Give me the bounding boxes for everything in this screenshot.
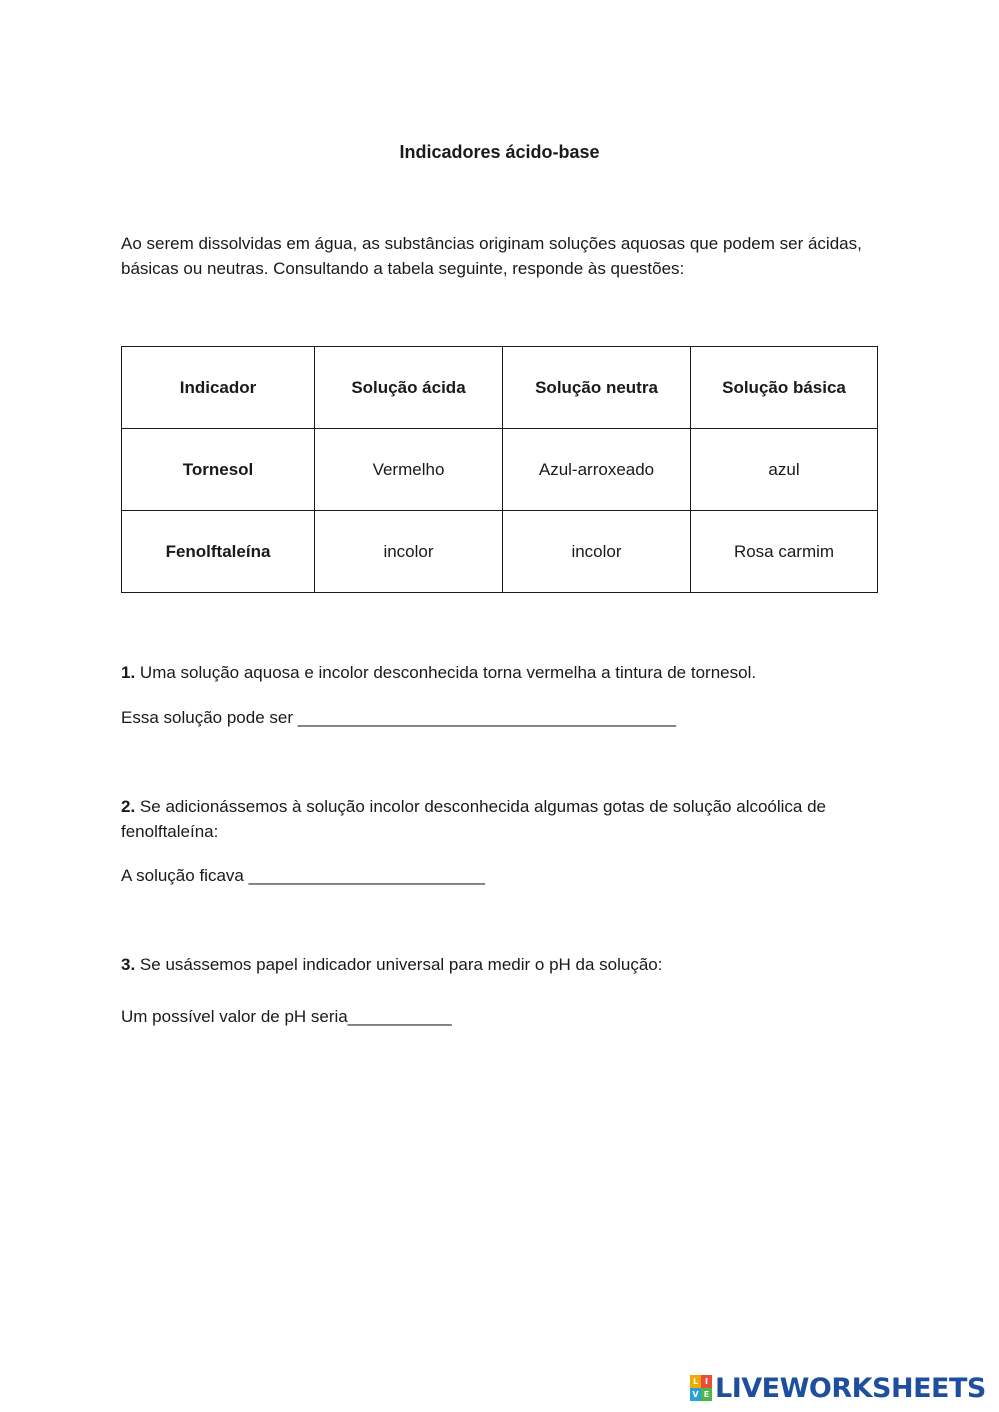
- table-row: [122, 429, 878, 511]
- table-cell: Tornesol: [122, 429, 315, 511]
- header-solucao-neutra: Solução neutra: [503, 347, 691, 429]
- liveworksheets-logo: [690, 1372, 986, 1404]
- question-text: Uma solução aquosa e incolor desconhecida torna vermelha a tintura de tornesol.: [139, 663, 757, 682]
- logo-mark-icon: [690, 1375, 712, 1401]
- logo-letter: I: [701, 1375, 712, 1388]
- table-cell: incolor: [503, 511, 691, 593]
- header-indicador: Indicador: [122, 347, 315, 429]
- table-cell: azul: [691, 429, 878, 511]
- table-row: [122, 511, 878, 593]
- question-text: Se usássemos papel indicador universal para medir o pH da solução:: [139, 955, 663, 974]
- answer-line-1[interactable]: [121, 705, 881, 730]
- question-2: [121, 794, 881, 844]
- question-number: 2.: [121, 797, 136, 816]
- question-number: 1.: [121, 663, 136, 682]
- answer-prompt: Essa solução pode ser ________________________________________: [121, 708, 676, 727]
- indicator-table: [121, 346, 878, 593]
- answer-prompt: Um possível valor de pH seria___________: [121, 1007, 452, 1026]
- answer-line-2[interactable]: [121, 863, 881, 888]
- question-text: Se adicionássemos à solução incolor desconhecida algumas gotas de solução alcoólica de fenolftaleína:: [121, 797, 827, 841]
- header-solucao-basica: Solução básica: [691, 347, 878, 429]
- table-header-row: [122, 347, 878, 429]
- intro-paragraph: Ao serem dissolvidas em água, as substâncias originam soluções aquosas que podem ser ácidas, básicas ou neutras. Consultando a tabela seguinte, responde às questões:: [121, 234, 862, 278]
- logo-letter: V: [690, 1388, 701, 1401]
- table-cell: Fenolftaleína: [122, 511, 315, 593]
- question-3: [121, 952, 881, 977]
- table-cell: Azul-arroxeado: [503, 429, 691, 511]
- table-cell: Rosa carmim: [691, 511, 878, 593]
- header-solucao-acida: Solução ácida: [315, 347, 503, 429]
- page-title: Indicadores ácido-base: [399, 142, 600, 162]
- table-cell: incolor: [315, 511, 503, 593]
- table-cell: Vermelho: [315, 429, 503, 511]
- answer-line-3[interactable]: [121, 1004, 881, 1029]
- question-1: [121, 660, 881, 685]
- question-number: 3.: [121, 955, 136, 974]
- logo-letter: E: [701, 1388, 712, 1401]
- logo-text: LIVEWORKSHEETS: [715, 1372, 986, 1404]
- answer-prompt: A solução ficava _________________________: [121, 866, 485, 885]
- logo-letter: L: [690, 1375, 701, 1388]
